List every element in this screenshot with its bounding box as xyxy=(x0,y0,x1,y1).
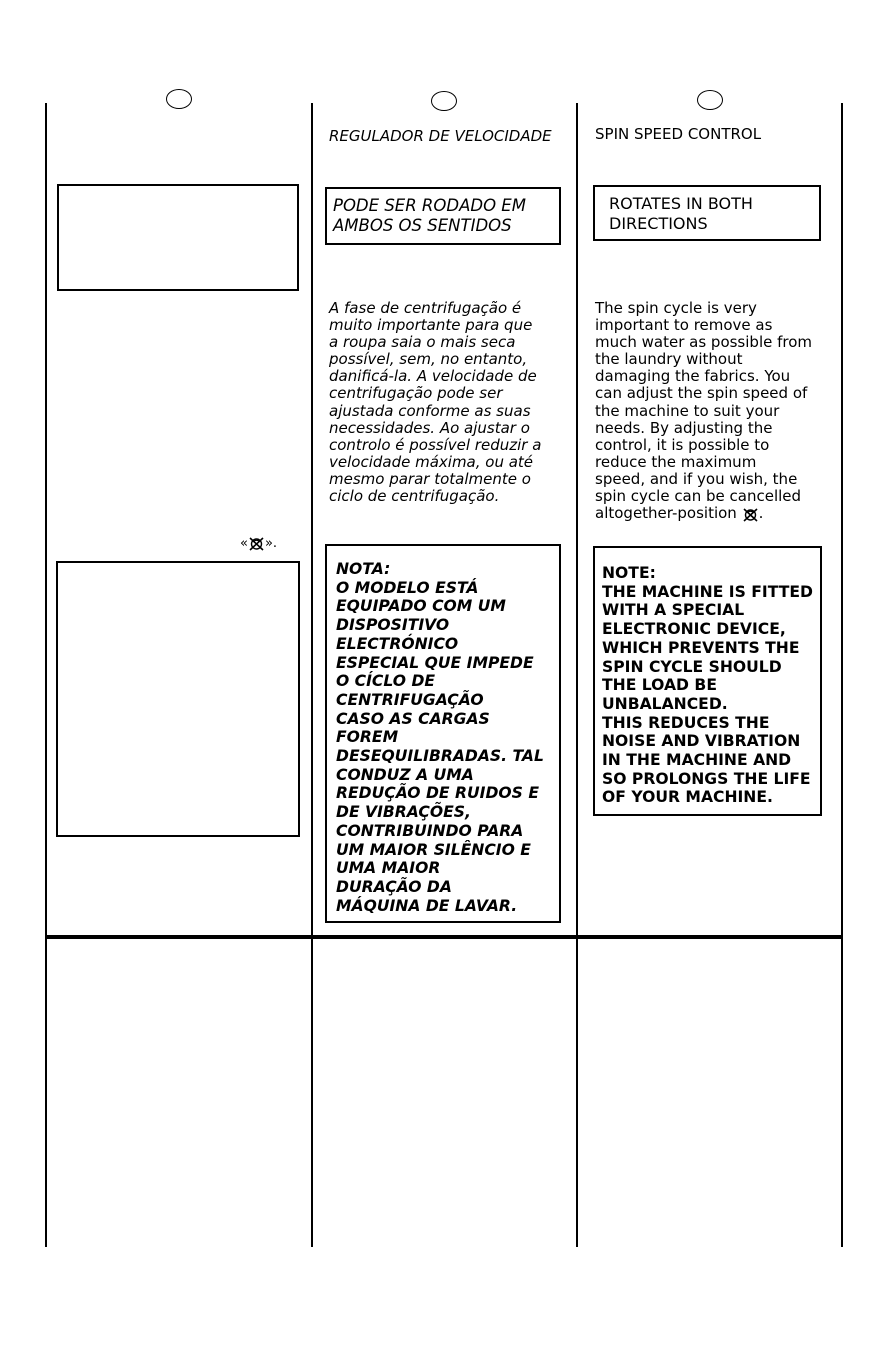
left-no-spin-reference: « ». xyxy=(240,536,278,551)
pt-note-line: DE VIBRAÇÕES, xyxy=(336,803,471,822)
en-note-line: OF YOUR MACHINE. xyxy=(602,788,773,807)
column-divider-right xyxy=(841,103,843,1247)
pt-body-line: a roupa saia o mais seca xyxy=(329,333,516,352)
en-body-line: The spin cycle is very xyxy=(595,299,757,317)
en-body-line: can adjust the spin speed of xyxy=(595,384,808,403)
pt-note-line: CENTRIFUGAÇÃO xyxy=(336,690,484,709)
pt-body-line: danificá-la. A velocidade de xyxy=(329,367,537,386)
en-body-line: the laundry without xyxy=(595,350,743,369)
pt-note-line: NOTA: xyxy=(336,560,391,578)
pt-note-line: DESEQUILIBRADAS. TAL xyxy=(336,747,544,766)
pt-body-line: mesmo parar totalmente o xyxy=(329,469,531,488)
pt-body-line: ciclo de centrifugação. xyxy=(329,487,500,506)
left-rotation-box xyxy=(57,184,299,291)
pt-note-line: ELECTRÓNICO xyxy=(336,634,459,653)
en-note-line: THE LOAD BE xyxy=(602,676,717,695)
en-body-line: the machine to suit your xyxy=(595,401,780,420)
en-note-line: NOTE: xyxy=(602,564,656,582)
en-note-line: WITH A SPECIAL xyxy=(602,601,745,620)
en-rotation-line: ROTATES IN BOTH xyxy=(609,194,753,213)
section-divider xyxy=(45,935,842,939)
column-divider-1 xyxy=(311,103,313,1247)
pt-note-line: REDUÇÃO DE RUIDOS E xyxy=(336,784,539,803)
en-body-line: altogether-position . xyxy=(595,504,764,523)
language-flag-circle-pt xyxy=(431,91,457,111)
en-body-line: needs. By adjusting the xyxy=(595,418,773,437)
pt-body-line: possível, sem, no entanto, xyxy=(329,350,528,369)
en-body-line: important to remove as xyxy=(595,316,773,335)
pt-note-line: CONTRIBUINDO PARA xyxy=(336,821,524,840)
en-note-line: WHICH PREVENTS THE xyxy=(602,638,800,657)
pt-note-line: DURAÇÃO DA xyxy=(336,877,452,896)
pt-section-heading: REGULADOR DE VELOCIDADE xyxy=(329,127,552,145)
en-body-line: speed, and if you wish, the xyxy=(595,469,798,488)
pt-note-line: ESPECIAL QUE IMPEDE xyxy=(336,653,534,672)
en-note-line: SPIN CYCLE SHOULD xyxy=(602,657,782,676)
language-flag-circle-en xyxy=(697,90,723,110)
pt-note-line: DISPOSITIVO xyxy=(336,616,450,635)
pt-body-line: centrifugação pode ser xyxy=(329,384,503,403)
en-body-line: much water as possible from xyxy=(595,333,813,352)
pt-note-text xyxy=(336,560,544,915)
pt-body-line: ajustada conforme as suas xyxy=(329,401,531,420)
en-section-heading: SPIN SPEED CONTROL xyxy=(595,125,762,143)
pt-body-line: muito importante para que xyxy=(329,316,533,335)
pt-body-line: A fase de centrifugação é xyxy=(329,299,522,317)
en-note-line: SO PROLONGS THE LIFE xyxy=(602,769,811,788)
pt-body-line: controlo é possível reduzir a xyxy=(329,435,542,454)
en-note-line: THIS REDUCES THE xyxy=(602,713,770,732)
en-note-line: NOISE AND VIBRATION xyxy=(602,732,801,751)
en-body-line: damaging the fabrics. You xyxy=(595,367,791,386)
en-body-line: spin cycle can be cancelled xyxy=(595,487,802,506)
pt-body-line: velocidade máxima, ou até xyxy=(329,452,534,471)
pt-rotation-line: PODE SER RODADO EM xyxy=(333,196,526,215)
pt-note-line: UM MAIOR SILÊNCIO E xyxy=(336,840,531,859)
language-flag-circle-left xyxy=(166,89,192,109)
pt-body-paragraph xyxy=(329,300,541,505)
pt-body-line: necessidades. Ao ajustar o xyxy=(329,418,530,437)
en-note-line: UNBALANCED. xyxy=(602,694,728,713)
en-note-line: IN THE MACHINE AND xyxy=(602,751,792,770)
en-body-paragraph xyxy=(595,300,812,522)
en-body-line: reduce the maximum xyxy=(595,452,757,471)
column-divider-2 xyxy=(576,103,578,1247)
en-body-line: control, it is possible to xyxy=(595,435,770,454)
pt-rotation-line: AMBOS OS SENTIDOS xyxy=(333,216,512,235)
en-note-text xyxy=(602,564,813,807)
no-spin-icon xyxy=(742,508,759,522)
pt-rotation-text xyxy=(333,196,526,236)
pt-note-line: UMA MAIOR xyxy=(336,859,441,878)
pt-note-line: CASO AS CARGAS xyxy=(336,709,490,728)
pt-note-line: O CÍCLO DE xyxy=(336,672,436,691)
en-rotation-text xyxy=(609,194,753,233)
no-spin-icon xyxy=(248,537,265,551)
left-note-box xyxy=(56,561,300,837)
pt-note-line: CONDUZ A UMA xyxy=(336,765,474,784)
en-note-line: ELECTRONIC DEVICE, xyxy=(602,620,786,639)
pt-note-line: EQUIPADO COM UM xyxy=(336,597,506,616)
column-divider-left xyxy=(45,103,47,1247)
pt-note-line: FOREM xyxy=(336,728,399,747)
pt-note-line: MÁQUINA DE LAVAR. xyxy=(336,896,518,915)
en-note-line: THE MACHINE IS FITTED xyxy=(602,582,813,601)
en-rotation-line: DIRECTIONS xyxy=(609,213,708,233)
pt-note-line: O MODELO ESTÁ xyxy=(336,578,479,597)
